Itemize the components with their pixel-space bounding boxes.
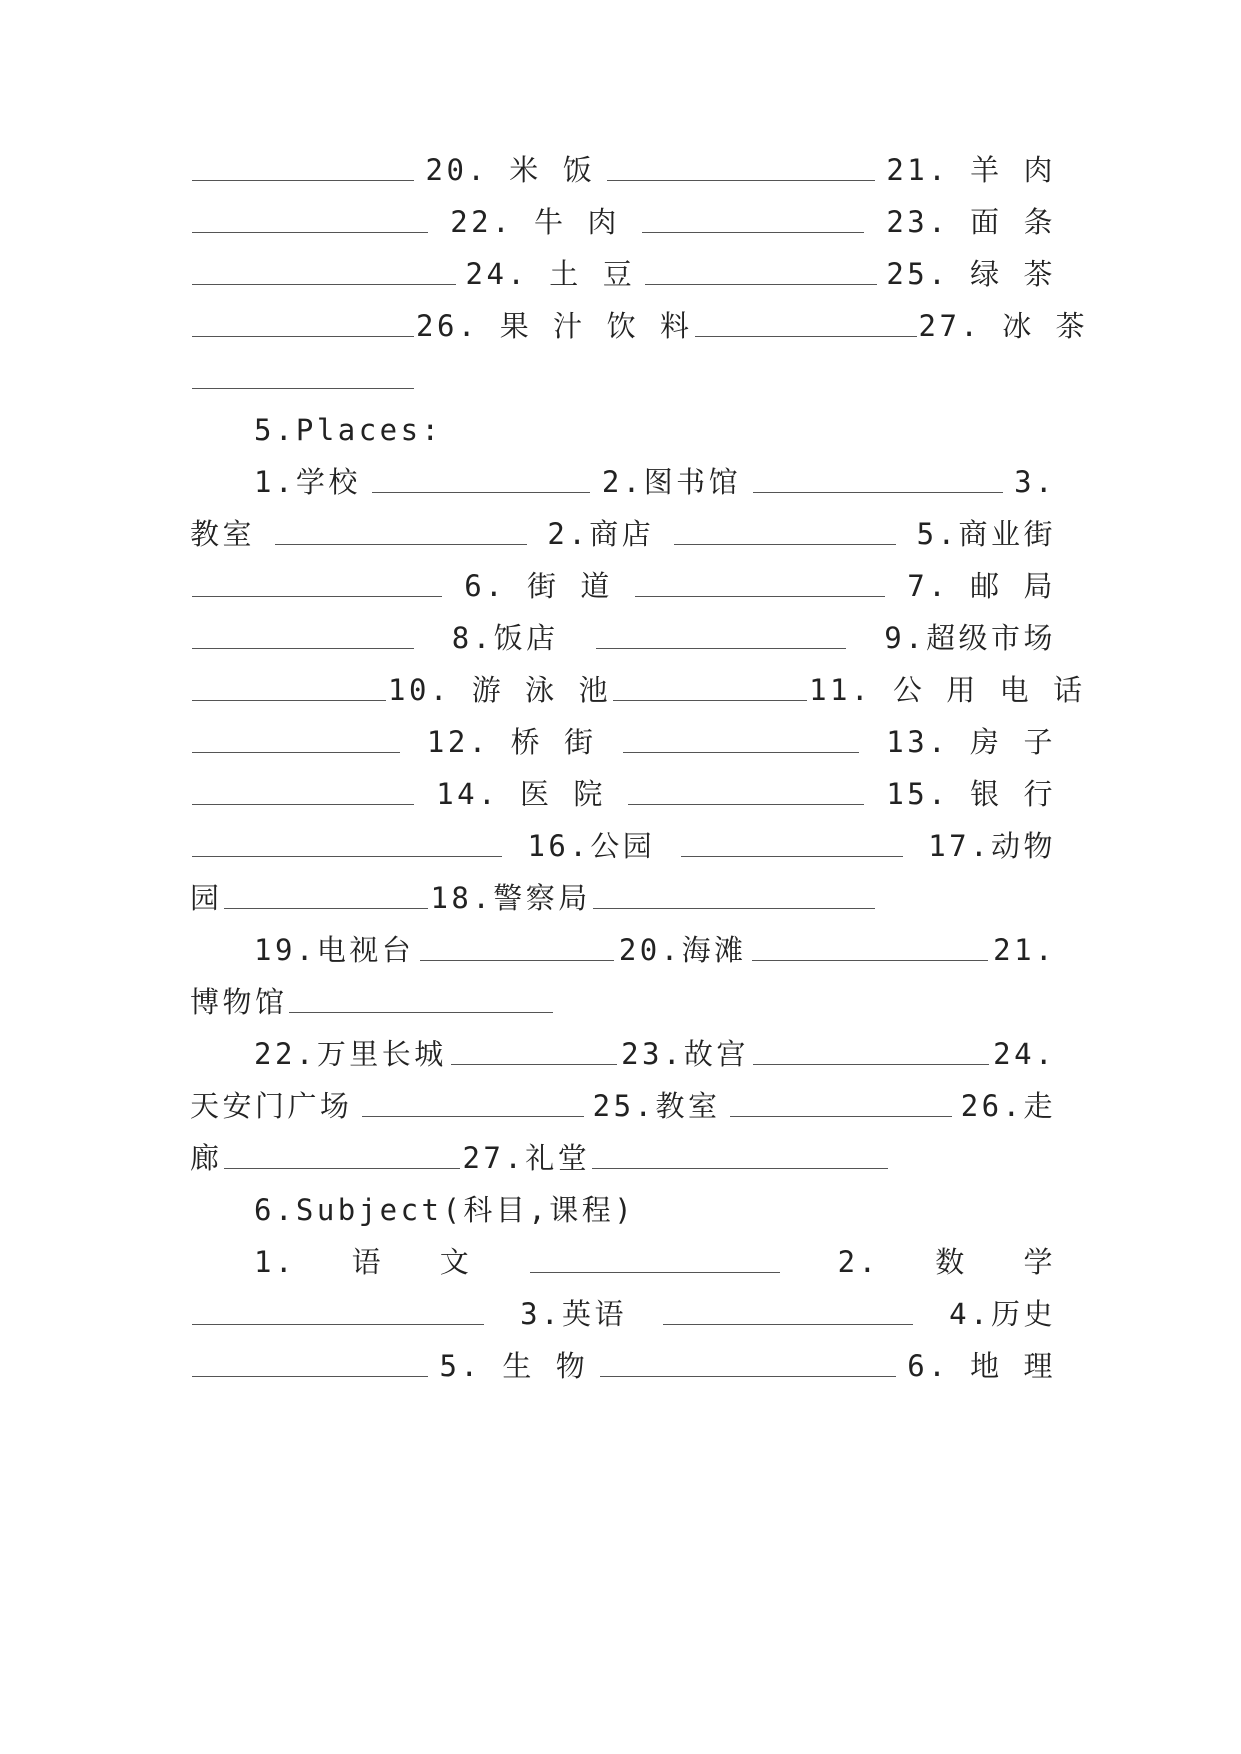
place-item-10: 10. 游 泳 池 [388,673,612,707]
answer-blank[interactable] [192,334,414,337]
subject-item-1-char-2: 文 [439,1245,473,1279]
places-line-12 [190,1032,1056,1072]
place-item-11: 11. 公 用 电 话 [809,673,1086,707]
answer-blank[interactable] [635,594,885,597]
answer-blank[interactable] [192,230,428,233]
food-item-20: 20. 米 饭 [425,153,596,187]
place-item-15: 15. 银 行 [886,777,1056,811]
answer-blank[interactable] [663,1322,913,1325]
answer-blank[interactable] [681,854,903,857]
places-line-4 [190,616,1056,656]
answer-blank[interactable] [192,282,456,285]
answer-blank[interactable] [362,1114,584,1117]
answer-blank[interactable] [451,1062,617,1065]
place-item-21: 21. [993,933,1056,967]
subject-item-1-char-1: 语 [351,1245,385,1279]
answer-blank[interactable] [420,958,614,961]
subject-item-2-char-1: 数 [935,1245,968,1279]
subject-item-1-number: 1. [254,1245,296,1279]
places-line-10 [190,928,1056,968]
answer-blank[interactable] [192,698,386,701]
answer-blank[interactable] [192,750,400,753]
places-line-14 [190,1136,1056,1176]
answer-blank[interactable] [592,1166,888,1169]
place-item-7: 7. 邮 局 [907,569,1056,603]
places-line-11 [190,980,1056,1020]
place-item-3-text: 教室 [190,517,255,551]
places-line-13 [190,1084,1056,1124]
place-item-18: 18.警察局 [430,881,591,915]
place-item-8: 8.饭店 [451,621,559,655]
place-item-13: 13. 房 子 [886,725,1056,759]
answer-blank[interactable] [192,646,414,649]
subjects-line-1 [190,1240,1056,1280]
answer-blank[interactable] [645,282,877,285]
place-item-14: 14. 医 院 [436,777,606,811]
answer-blank[interactable] [224,1166,460,1169]
place-item-4: 2.商店 [547,517,655,551]
answer-blank[interactable] [192,386,414,389]
food-line-2 [190,200,1056,240]
food-line-1 [190,148,1056,188]
places-line-8 [190,824,1056,864]
answer-blank[interactable] [600,1374,896,1377]
place-item-19: 19.电视台 [254,933,415,967]
place-item-26: 26.走 [960,1089,1056,1123]
places-line-6 [190,720,1056,760]
place-item-9: 9.超级市场 [884,621,1056,655]
answer-blank[interactable] [695,334,917,337]
place-item-17: 17.动物 [928,829,1056,863]
food-item-27: 27. 冰 茶 [918,309,1089,343]
subject-item-3: 3.英语 [520,1297,627,1331]
answer-blank[interactable] [613,698,807,701]
place-item-3: 3. [1014,465,1056,499]
place-item-16: 16.公园 [527,829,656,863]
place-item-24-text: 天安门广场 [190,1089,353,1123]
food-line-3 [190,252,1056,292]
subject-item-2-number: 2. [837,1245,880,1279]
answer-blank[interactable] [192,178,414,181]
answer-blank[interactable] [289,1010,553,1013]
place-item-20: 20.海滩 [618,933,747,967]
answer-blank[interactable] [623,750,859,753]
food-item-25: 25. 绿 茶 [886,257,1056,291]
answer-blank[interactable] [642,230,864,233]
places-line-2 [190,512,1056,552]
answer-blank[interactable] [596,646,846,649]
answer-blank[interactable] [192,594,442,597]
section-heading-subjects [190,1188,1056,1228]
place-item-12: 12. 桥 街 [426,725,597,759]
answer-blank[interactable] [372,490,590,493]
food-item-24: 24. 土 豆 [465,257,636,291]
answer-blank[interactable] [753,1062,989,1065]
food-item-22: 22. 牛 肉 [450,205,620,239]
places-line-7 [190,772,1056,812]
section-heading-places [190,408,1056,448]
place-item-24: 24. [993,1037,1056,1071]
answer-blank[interactable] [628,802,864,805]
answer-blank[interactable] [730,1114,952,1117]
answer-blank[interactable] [192,1322,484,1325]
answer-blank[interactable] [674,542,896,545]
place-item-5: 5.商业街 [916,517,1056,551]
place-item-23: 23.故宫 [621,1037,749,1071]
food-item-26: 26. 果 汁 饮 料 [416,309,693,343]
place-item-6: 6. 街 道 [464,569,613,603]
place-item-2: 2.图书馆 [601,465,742,499]
answer-blank[interactable] [607,178,875,181]
subject-item-2-char-2: 学 [1023,1245,1056,1279]
food-item-21: 21. 羊 肉 [886,153,1056,187]
place-item-25: 25.教室 [592,1089,721,1123]
place-item-1: 1.学校 [254,465,361,499]
food-line-5 [190,356,1056,396]
place-item-26-text: 廊 [190,1141,223,1175]
answer-blank[interactable] [224,906,428,909]
answer-blank[interactable] [192,854,502,857]
answer-blank[interactable] [275,542,527,545]
answer-blank[interactable] [593,906,875,909]
subject-item-4: 4.历史 [949,1297,1056,1331]
places-line-3 [190,564,1056,604]
places-line-9 [190,876,1056,916]
answer-blank[interactable] [752,958,988,961]
food-line-4 [190,304,1089,344]
place-item-27: 27.礼堂 [462,1141,591,1175]
places-heading: 5.Places: [254,413,443,447]
place-item-17-text: 园 [190,881,223,915]
answer-blank[interactable] [753,490,1003,493]
answer-blank[interactable] [530,1270,780,1273]
subjects-line-3 [190,1344,1056,1384]
subjects-heading: 6.Subject(科目,课程) [254,1193,636,1227]
answer-blank[interactable] [192,1374,428,1377]
place-item-22: 22.万里长城 [254,1037,447,1071]
subject-item-5: 5. 生 物 [439,1349,589,1383]
subjects-line-2 [190,1292,1056,1332]
subject-item-6: 6. 地 理 [907,1349,1056,1383]
places-line-1 [190,460,1056,500]
place-item-21-text: 博物馆 [190,985,288,1019]
answer-blank[interactable] [192,802,414,805]
food-item-23: 23. 面 条 [886,205,1056,239]
places-line-5 [190,668,1086,708]
